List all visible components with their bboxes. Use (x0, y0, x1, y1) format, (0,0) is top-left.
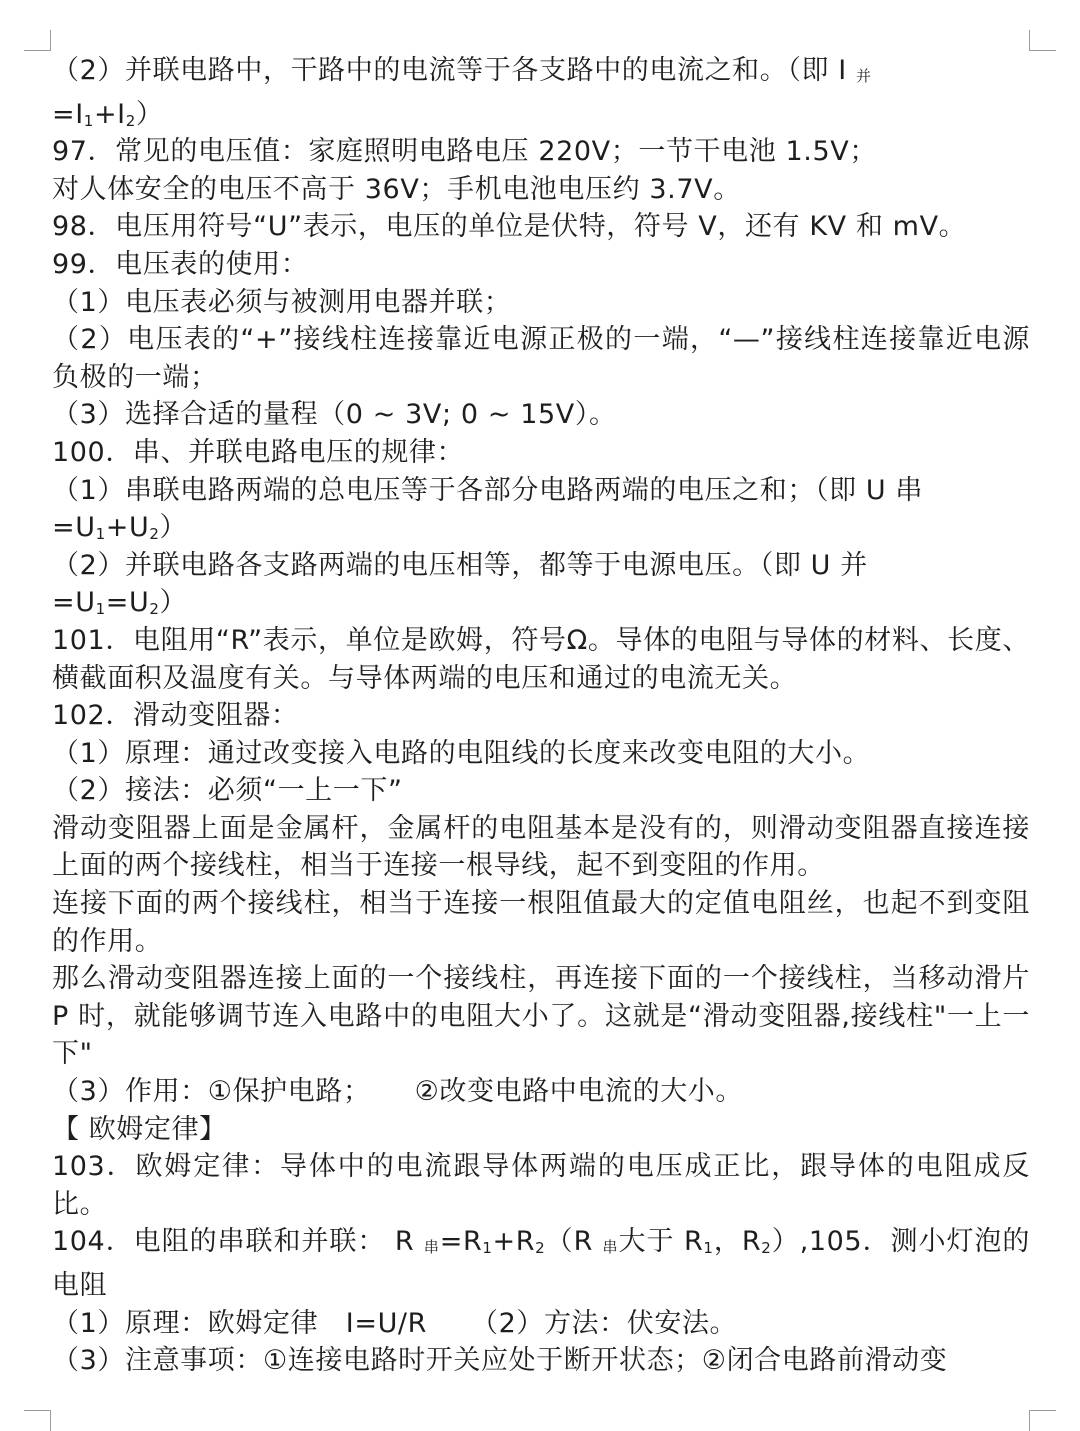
item-102-heading: 102．滑动变阻器： (52, 700, 299, 732)
item-105-point-3: （3）注意事项：①连接电路时开关应处于断开状态；②闭合电路前滑动变 (52, 1345, 948, 1377)
item-104: 104．电阻的串联和并联： R 串$=R_1+R_2(R$ 串大于 $R_1$，$R_2),105$．测小灯泡的电阻 (52, 1226, 1030, 1301)
document-body (52, 52, 1030, 1380)
item-102-explanation-2: 连接下面的两个接线柱，相当于连接一根阻值最大的定值电阻丝，也起不到变阻的作用。 (52, 888, 1030, 957)
item-98: 98．电压用符号“U”表示，电压的单位是伏特，符号 V，还有 KV 和 mV。 (52, 211, 967, 243)
crop-mark-top-right (1029, 30, 1056, 51)
crop-mark-bottom-left (24, 1410, 51, 1431)
crop-mark-bottom-right (1029, 1410, 1056, 1431)
item-97-line-2: 对人体安全的电压不高于 36V；手机电池电压约 3.7V。 (52, 173, 741, 205)
section-heading-ohms-law: 【 欧姆定律】 (52, 1113, 227, 1145)
item-99-point-1: （1）电压表必须与被测用电器并联； (52, 286, 512, 318)
item-100-point-1: （1）串联电路两端的总电压等于各部分电路两端的电压之和；（即 U 串 $=U_1+U_2$） (52, 474, 924, 544)
item-100-heading: 100．串、并联电路电压的规律： (52, 436, 465, 468)
item-102-point-1: （1）原理：通过改变接入电路的电阻线的长度来改变电阻的大小。 (52, 737, 871, 769)
item-102-explanation-1: 滑动变阻器上面是金属杆，金属杆的电阻基本是没有的，则滑动变阻器直接连接上面的两个接线柱，相当于连接一根导线，起不到变阻的作用。 (52, 812, 1030, 882)
item-102-point-2: （2）接法：必须“一上一下” (52, 775, 403, 807)
item-97-line-1: 97．常见的电压值：家庭照明电路电压 220V；一节干电池 1.5V； (52, 136, 877, 168)
item-102-explanation-3: 那么滑动变阻器连接上面的一个接线柱，再连接下面的一个接线柱，当移动滑片 P 时，就能够调节连入电路中的电阻大小了。这就是“滑动变阻器,接线柱"一上一下" (52, 963, 1030, 1070)
item-102-point-3: （3）作用：①保护电路； ②改变电路中电流的大小。 (52, 1076, 743, 1108)
item-105-point-1-2: （1）原理：欧姆定律 I=U/R （2）方法：伏安法。 (52, 1307, 738, 1339)
crop-mark-top-left (24, 30, 51, 51)
item-99-point-3: （3）选择合适的量程（0 ~ 3V; 0 ~ 15V）。 (52, 399, 617, 431)
item-100-point-2: （2）并联电路各支路两端的电压相等，都等于电源电压。（即 U 并 $=U_1=U_2$） (52, 549, 868, 619)
item-99-point-2: （2）电压表的“+”接线柱连接靠近电源正极的一端，“—”接线柱连接靠近电源负极的一端； (52, 324, 1030, 393)
parallel-current-rule: （2）并联电路中，干路中的电流等于各支路中的电流之和。（即 I 并 $=I_1+I_2$） (52, 55, 872, 130)
item-99-heading: 99．电压表的使用： (52, 248, 309, 280)
item-103: 103．欧姆定律：导体中的电流跟导体两端的电压成正比，跟导体的电阻成反比。 (52, 1151, 1030, 1220)
item-101: 101．电阻用“R”表示，单位是欧姆，符号Ω。导体的电阻与导体的材料、长度、横截面积及温度有关。与导体两端的电压和通过的电流无关。 (52, 624, 1030, 694)
